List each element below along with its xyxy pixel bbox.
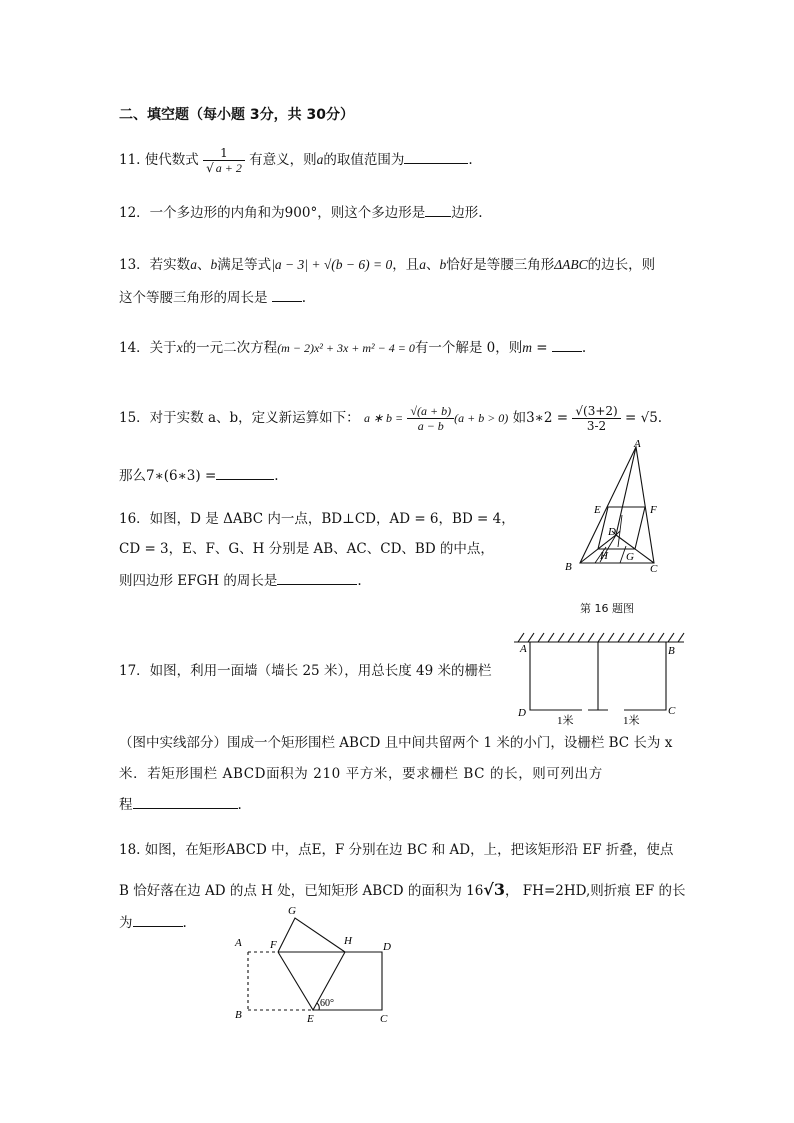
q11-text-c: 的取值范围为 (323, 152, 405, 168)
q18-line1: 18. 如图，在矩形ABCD 中，点E，F 分别在边 BC 和 AD，上，把该矩形沿 EF 折叠，使点 (119, 842, 674, 858)
q16-label-b: B (565, 561, 572, 573)
q14-eqsign: = (532, 340, 552, 356)
q12-end: 边形. (451, 205, 483, 221)
q15-example-label: 如 (512, 410, 527, 426)
q18-label-c: C (380, 1013, 388, 1025)
q18-line2a: B 恰好落在边 AD 的点 H 处，已知矩形 ABCD 的面积为 16 (119, 883, 484, 899)
q16-answer-blank[interactable] (277, 570, 357, 585)
question-14 (119, 337, 586, 358)
q14-text-b: 的一元二次方程 (182, 340, 278, 356)
q17-wall-hatching (518, 633, 684, 642)
q18-label-e: E (307, 1013, 314, 1025)
q14-end: . (581, 340, 587, 356)
q17-fence-left (530, 642, 582, 710)
q16-figure (560, 435, 670, 580)
q17-line4: 程 (119, 797, 133, 813)
question-18-line3 (119, 912, 187, 933)
q17-label-c: C (668, 705, 676, 717)
q15-condition: (a + b > 0) (454, 411, 509, 425)
q17-label-d: D (518, 707, 526, 719)
q16-segment-ad (616, 447, 636, 535)
q16-label-f: F (650, 504, 657, 516)
q16-triangle-abc (580, 447, 654, 563)
q11-text-a: 11. 使代数式 (119, 152, 199, 168)
q12-text: 12．一个多边形的内角和为900°，则这个多边形是 (119, 205, 426, 221)
q18-end: . (182, 915, 187, 931)
question-12 (119, 202, 483, 223)
q18-label-a: A (235, 937, 242, 949)
q16-label-c: C (650, 563, 658, 575)
q15-example-numerator: √(3+2) (572, 404, 620, 419)
q18-folded-flap (278, 918, 345, 952)
q13-text-c: ，且 (392, 257, 420, 273)
q16-label-g: G (626, 551, 634, 563)
q16-label-d: D (608, 526, 616, 538)
q15-line2: 那么 (119, 468, 146, 484)
q16-label-a: A (634, 438, 641, 450)
question-17-line4 (119, 794, 242, 815)
q11-denominator: √ a + 2 (206, 161, 242, 175)
q11-end: . (468, 152, 473, 168)
q16-line1: 16．如图，D 是 ΔABC 内一点，BD⊥CD，AD = 6，BD = 4， (119, 511, 515, 527)
q18-label-angle: 60° (320, 998, 334, 1009)
q14-equation: (m − 2)x² + 3x + m² − 4 = 0 (277, 341, 415, 355)
question-15 (119, 398, 662, 438)
q12-answer-blank[interactable] (425, 202, 451, 217)
q13-line2: 这个等腰三角形的周长是 (119, 290, 268, 306)
q18-line2b: ， FH=2HD,则折痕 EF 的长 (505, 883, 686, 899)
q15-numerator: √(a + b) (407, 404, 454, 419)
q18-figure (225, 900, 410, 1025)
q13-text-b: 满足等式 (217, 257, 272, 273)
q17-fence-middle (588, 642, 608, 710)
question-11 (119, 146, 473, 175)
question-13-line2 (119, 287, 306, 308)
q15-text-a: 15．对于实数 a、b，定义新运算如下： (119, 410, 360, 426)
q18-angle-arc (317, 1003, 319, 1010)
q14-var-m: m (522, 340, 532, 355)
q13-var-b2: b (439, 257, 447, 272)
q16-line2: CD = 3，E、F、G、H 分别是 AB、AC、CD、BD 的中点， (119, 541, 494, 557)
q14-text-c: 有一个解是 0，则 (414, 340, 523, 356)
q16-label-h: H (600, 550, 608, 562)
q18-line3: 为 (119, 915, 133, 931)
q16-caption: 第 16 题图 (580, 602, 634, 615)
q17-figure (510, 628, 690, 730)
q13-text-a: 13．若实数 (119, 257, 191, 273)
q15-example-rhs: = √5. (625, 410, 663, 426)
q17-label-a: A (520, 643, 527, 655)
question-18-line2 (119, 880, 686, 901)
q13-equation: |a − 3| + √(b − 6) = 0 (271, 257, 393, 272)
q17-line3: 米．若矩形围栏 ABCD面积为 210 平方米，要求栅栏 BC 的长，则可列出方 (119, 766, 603, 782)
q13-end: . (301, 290, 307, 306)
q11-text-b: 有意义，则 (249, 152, 317, 168)
q17-end: . (237, 797, 242, 813)
q14-answer-blank[interactable] (552, 337, 582, 352)
q15-example-denominator: 3-2 (586, 419, 607, 433)
q15-end: . (274, 468, 279, 484)
q13-var-b: b (210, 257, 218, 272)
q18-fold-triangle (278, 952, 345, 1010)
q14-var-x: x (176, 340, 183, 355)
q17-answer-blank[interactable] (133, 794, 238, 809)
question-13 (119, 255, 655, 275)
q18-sqrt3: √3 (483, 880, 506, 899)
q18-label-g: G (288, 905, 296, 917)
q13-triangle: ΔABC (554, 257, 588, 272)
q13-text-e: 的边长，则 (587, 257, 656, 273)
q15-example-fraction (572, 404, 620, 433)
section-title: 二、填空题（每小题 3分，共 30分） (119, 107, 354, 123)
q11-answer-blank[interactable] (404, 149, 468, 164)
q15-example-lhs: 3∗2 = (526, 410, 569, 426)
q16-quadrilateral-efgh (598, 507, 645, 549)
q17-door-label-1: 1米 (557, 715, 574, 727)
q17-fence-right (624, 642, 666, 710)
q16-end: . (357, 573, 362, 589)
q11-numerator: 1 (203, 146, 245, 161)
q18-label-f: F (270, 939, 277, 951)
q11-var: a (316, 152, 324, 167)
q17-line2: （图中实线部分）围成一个矩形围栏 ABCD 且中间共留两个 1 米的小门，设栅栏 BC 长为 x (119, 735, 673, 751)
q17-line1: 17．如图，利用一面墙（墙长 25 米），用总长度 49 米的栅栏 (119, 663, 492, 679)
q16-line3: 则四边形 EFGH 的周长是 (119, 573, 278, 589)
q15-expression: 7∗(6∗3) = (146, 468, 217, 484)
q15-denominator: a − b (417, 419, 444, 433)
q13-var-a: a (190, 257, 197, 272)
q13-text-d: 恰好是等腰三角形 (446, 257, 555, 273)
q13-sep2: 、 (425, 257, 440, 273)
q14-text-a: 14．关于 (119, 340, 177, 356)
q15-lhs: a ∗ b = (363, 411, 404, 425)
q18-answer-blank[interactable] (133, 912, 183, 927)
q17-label-b: B (668, 645, 675, 657)
q13-var-a2: a (419, 257, 426, 272)
question-15-line2 (119, 465, 279, 486)
q13-answer-blank[interactable] (272, 287, 302, 302)
q15-fraction (407, 404, 454, 433)
q18-label-d: D (383, 941, 391, 953)
question-16-line3 (119, 570, 362, 591)
q13-sep: 、 (196, 257, 211, 273)
q18-label-b: B (235, 1009, 242, 1021)
q16-label-e: E (594, 504, 601, 516)
q15-answer-blank[interactable] (216, 465, 274, 480)
q18-label-h: H (344, 935, 352, 947)
q17-door-label-2: 1米 (623, 715, 640, 727)
q11-fraction (203, 146, 245, 175)
